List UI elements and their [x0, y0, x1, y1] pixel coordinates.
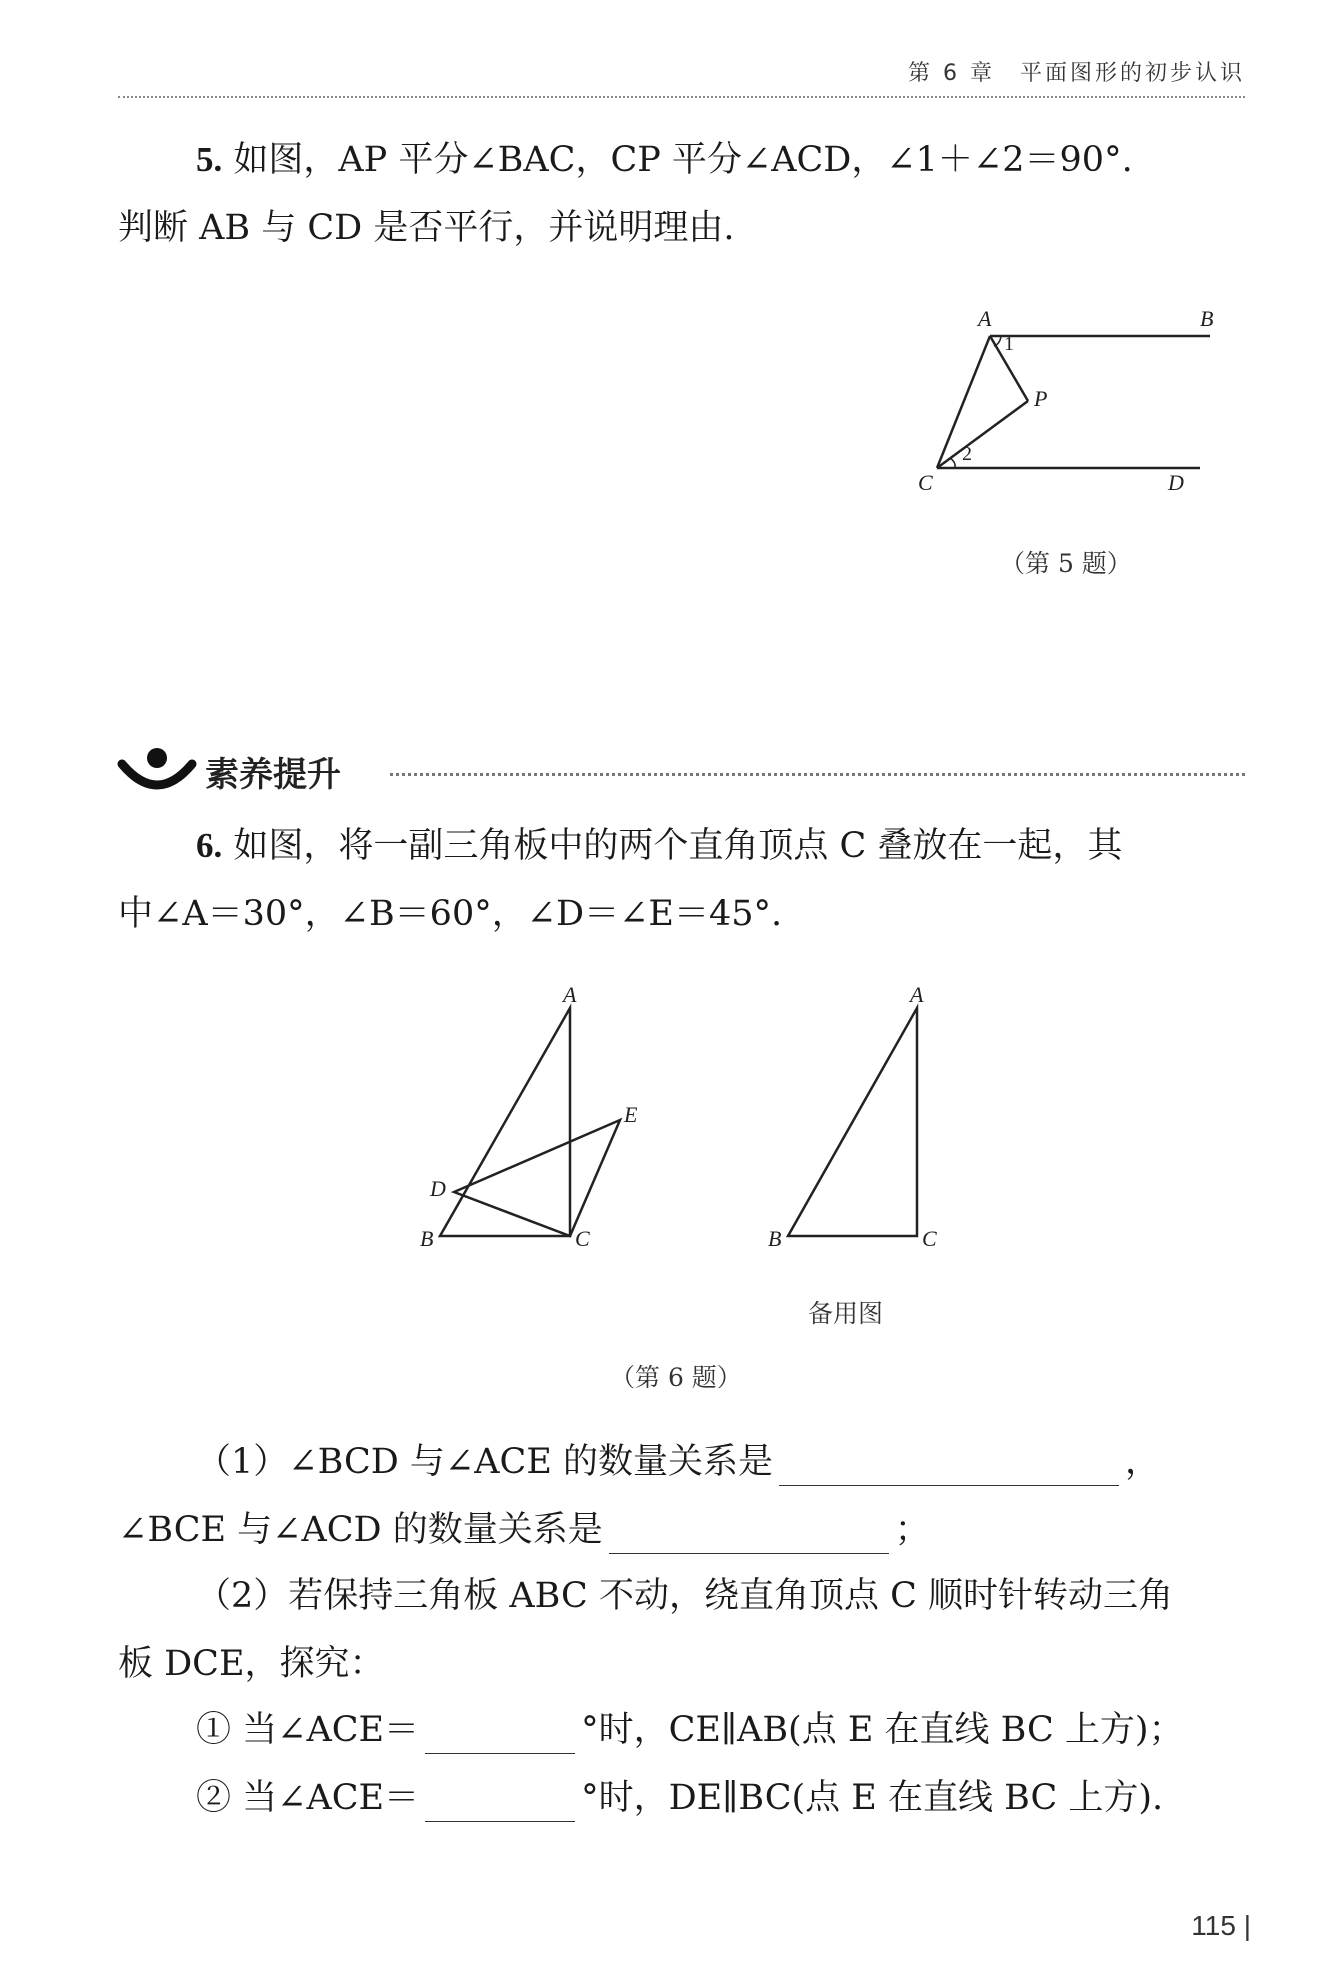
label-A: A: [978, 306, 992, 331]
q6-figure-main: [410, 980, 650, 1260]
spare-triangle-abc: [788, 1008, 917, 1236]
fig1-label-A: A: [563, 982, 577, 1007]
fig1-label-E: E: [624, 1102, 638, 1127]
answer-blank-4[interactable]: [425, 1785, 575, 1822]
q6-item2-pre: ② 当∠ACE＝: [196, 1778, 420, 1818]
section-title: 素养提升: [205, 755, 341, 795]
q6-number: 6.: [196, 826, 223, 865]
q6-part1-line2: [118, 1506, 930, 1554]
q6-item2: [196, 1774, 1163, 1822]
q5-text-2: 判断 AB 与 CD 是否平行，并说明理由.: [118, 208, 735, 248]
spare-figure-caption: 备用图: [808, 1299, 884, 1328]
q5-number: 5.: [196, 140, 223, 179]
page-number-text: 115: [1191, 1910, 1236, 1941]
q6-part1-end-a: ，: [1125, 1442, 1161, 1482]
q6-item2-post: °时，DE∥BC(点 E 在直线 BC 上方).: [581, 1778, 1164, 1818]
page-number: 115 |: [1191, 1910, 1251, 1941]
q6-part1-line1: [196, 1438, 1160, 1486]
q6-figure-spare: [760, 980, 960, 1260]
fig1-label-D: D: [430, 1176, 446, 1201]
fig1-label-C: C: [575, 1226, 590, 1251]
label-D: D: [1168, 470, 1184, 495]
label-angle-2: 2: [962, 443, 972, 465]
q6-part1-text-a: （1）∠BCD 与∠ACE 的数量关系是: [196, 1442, 773, 1482]
q6-part2-line1: [196, 1572, 1173, 1620]
q6-caption: （第 6 题）: [610, 1363, 742, 1392]
q6-part2-line2: [118, 1640, 385, 1688]
q5-line2: [118, 204, 734, 252]
triangle-abc: [440, 1008, 570, 1236]
q6-item1-post: °时，CE∥AB(点 E 在直线 BC 上方)；: [581, 1710, 1184, 1750]
q6-line1: [196, 822, 1122, 870]
label-B: B: [1200, 306, 1214, 331]
q6-text-2: 中∠A＝30°，∠B＝60°，∠D＝∠E＝45°.: [118, 894, 783, 934]
running-header: [118, 56, 1245, 98]
q6-item1: [196, 1706, 1184, 1754]
q6-item1-pre: ① 当∠ACE＝: [196, 1710, 420, 1750]
section-icon: [116, 744, 198, 802]
fig1-label-B: B: [420, 1226, 434, 1251]
label-C: C: [918, 470, 933, 495]
q5-line1: [196, 136, 1133, 184]
fig2-label-B: B: [768, 1226, 782, 1251]
section-divider: [390, 773, 1245, 776]
q6-text-1: 如图，将一副三角板中的两个直角顶点 C 叠放在一起，其: [233, 826, 1123, 866]
answer-blank-3[interactable]: [425, 1717, 575, 1754]
label-angle-1: 1: [1004, 333, 1014, 355]
triangle-dce: [454, 1120, 620, 1236]
label-P: P: [1034, 386, 1048, 411]
q6-part2-text-2: 板 DCE，探究：: [118, 1644, 385, 1684]
q5-caption: （第 5 题）: [1000, 549, 1132, 578]
answer-blank-1[interactable]: [779, 1449, 1119, 1486]
fig2-label-A: A: [910, 982, 924, 1007]
q6-part1-end-b: ；: [894, 1510, 930, 1550]
fig2-label-C: C: [922, 1226, 937, 1251]
angle-2-arc: [950, 458, 955, 468]
q6-part2-text-1: （2）若保持三角板 ABC 不动，绕直角顶点 C 顺时针转动三角: [196, 1576, 1173, 1616]
chapter-title: 第 6 章 平面图形的初步认识: [908, 61, 1245, 86]
q5-figure: [900, 300, 1240, 510]
answer-blank-2[interactable]: [609, 1517, 889, 1554]
q5-text-1: 如图，AP 平分∠BAC，CP 平分∠ACD，∠1＋∠2＝90°.: [233, 140, 1133, 180]
q6-part1-text-b: ∠BCE 与∠ACD 的数量关系是: [118, 1510, 603, 1550]
q6-line2: [118, 890, 782, 938]
